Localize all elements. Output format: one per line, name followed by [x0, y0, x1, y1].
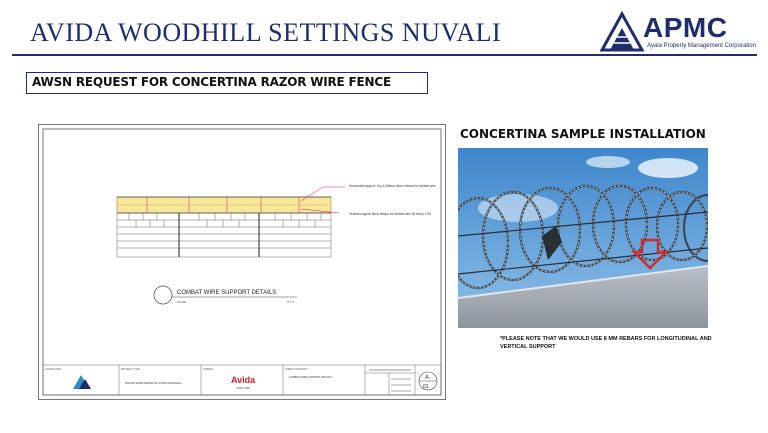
request-title: AWSN REQUEST FOR CONCERTINA RAZOR WIRE FENCE: [32, 75, 391, 89]
sheet-contents: COMBAT WIRE SUPPORT DETAILS: [289, 376, 332, 379]
drawing-canvas: [39, 125, 445, 399]
sheet-number: 01: [423, 384, 429, 390]
detail-marker-icon: [154, 286, 172, 304]
logo-subtitle: Ayala Property Management Corporation: [647, 43, 756, 49]
owner-logo-sub: LAND CORP.: [236, 387, 251, 390]
logo-text: APMC: [643, 12, 728, 43]
detail-scale-right: N.T.S: [287, 300, 294, 304]
concertina-photo: [458, 148, 708, 328]
svg-text:CONSULTANT: CONSULTANT: [45, 368, 62, 371]
drawing-border: [43, 129, 441, 395]
sample-note: *PLEASE NOTE THAT WE WOULD USE 8 MM REBARS FOR LONGITUDINAL AND VERTICAL SUPPORT: [500, 336, 712, 350]
page-title: AVIDA WOODHILL SETTINGS NUVALI: [30, 18, 502, 47]
drawing-note-bottom: Vertical support 8mm rebars for barbed wire @ every 1.50: [349, 212, 431, 216]
sheet-contents-label: SHEET CONTENTS: [285, 368, 308, 371]
sheet-letter: A: [425, 375, 430, 381]
drawing-note-top: Horizontal support: Top & Bottom 8mm rebars for barbed wire: [349, 184, 436, 188]
detail-scale-left: SCALE: [177, 300, 187, 304]
block-wall: [117, 213, 331, 257]
owner-label: OWNER: [203, 368, 213, 371]
project-name: RAZOR WIRE FENCE OF AVIDA WOODHILL: [125, 381, 183, 385]
owner-logo: Avida: [231, 375, 256, 385]
header-divider: [12, 54, 757, 56]
detail-title: COMBAT WIRE SUPPORT DETAILS: [177, 290, 277, 296]
project-label: PROJECT TITLE: [121, 368, 141, 371]
sample-title: CONCERTINA SAMPLE INSTALLATION: [460, 127, 706, 141]
technical-drawing: [38, 124, 446, 400]
